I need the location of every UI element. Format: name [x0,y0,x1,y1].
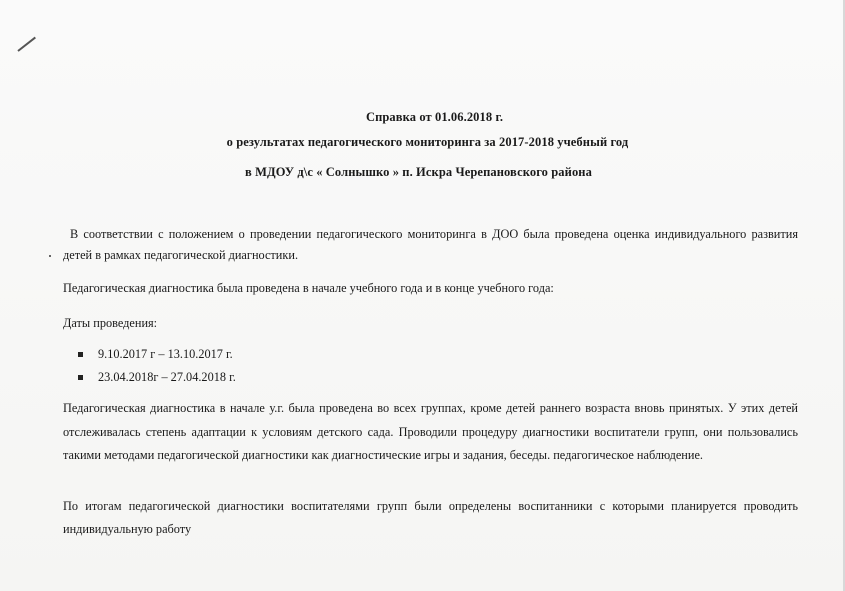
document-institution: в МДОУ д\с « Солнышко » п. Искра Черепановского района [245,165,592,179]
document-title: Справка от 01.06.2018 г. [365,110,504,124]
date-range: 23.04.2018г – 27.04.2018 г. [98,370,236,384]
paragraph-intro: В соответствии с положением о проведении педагогического мониторинга в ДОО была проведена оценка индивидуального развития детей в рамках педагогической диагностики. [63,227,798,262]
dates-label: Даты проведения: [63,316,158,330]
paragraph-diagnostics-details: Педагогическая диагностика в начале у.г. была проведена во всех группах, кроме детей раннего возраста вновь принятых. У этих детей отслеживалась степень адаптации к условиям детского сада. Проводили процедуру диагностики воспитатели групп, они пользовались такими методами педагогической диагностики как диагностические игры и задания, беседы. педагогическое наблюдение. [63,401,798,462]
paragraph-diagnostics-timing: Педагогическая диагностика была проведена в начале учебного года и в конце учебного года: [63,281,554,295]
date-range: 9.10.2017 г – 13.10.2017 г. [98,347,233,361]
list-item [78,344,236,365]
list-item [78,367,236,388]
paragraph-results: По итогам педагогической диагностики воспитателями групп были определены воспитанники с которыми планируется проводить индивидуальную работу [63,499,798,536]
document-subtitle: о результатах педагогического мониторинга за 2017-2018 учебный год [226,135,629,149]
bullet-square-icon [78,375,83,380]
scan-dot-mark [49,255,51,257]
scan-pen-mark [17,37,36,52]
bullet-square-icon [78,352,83,357]
dates-list [78,344,236,390]
